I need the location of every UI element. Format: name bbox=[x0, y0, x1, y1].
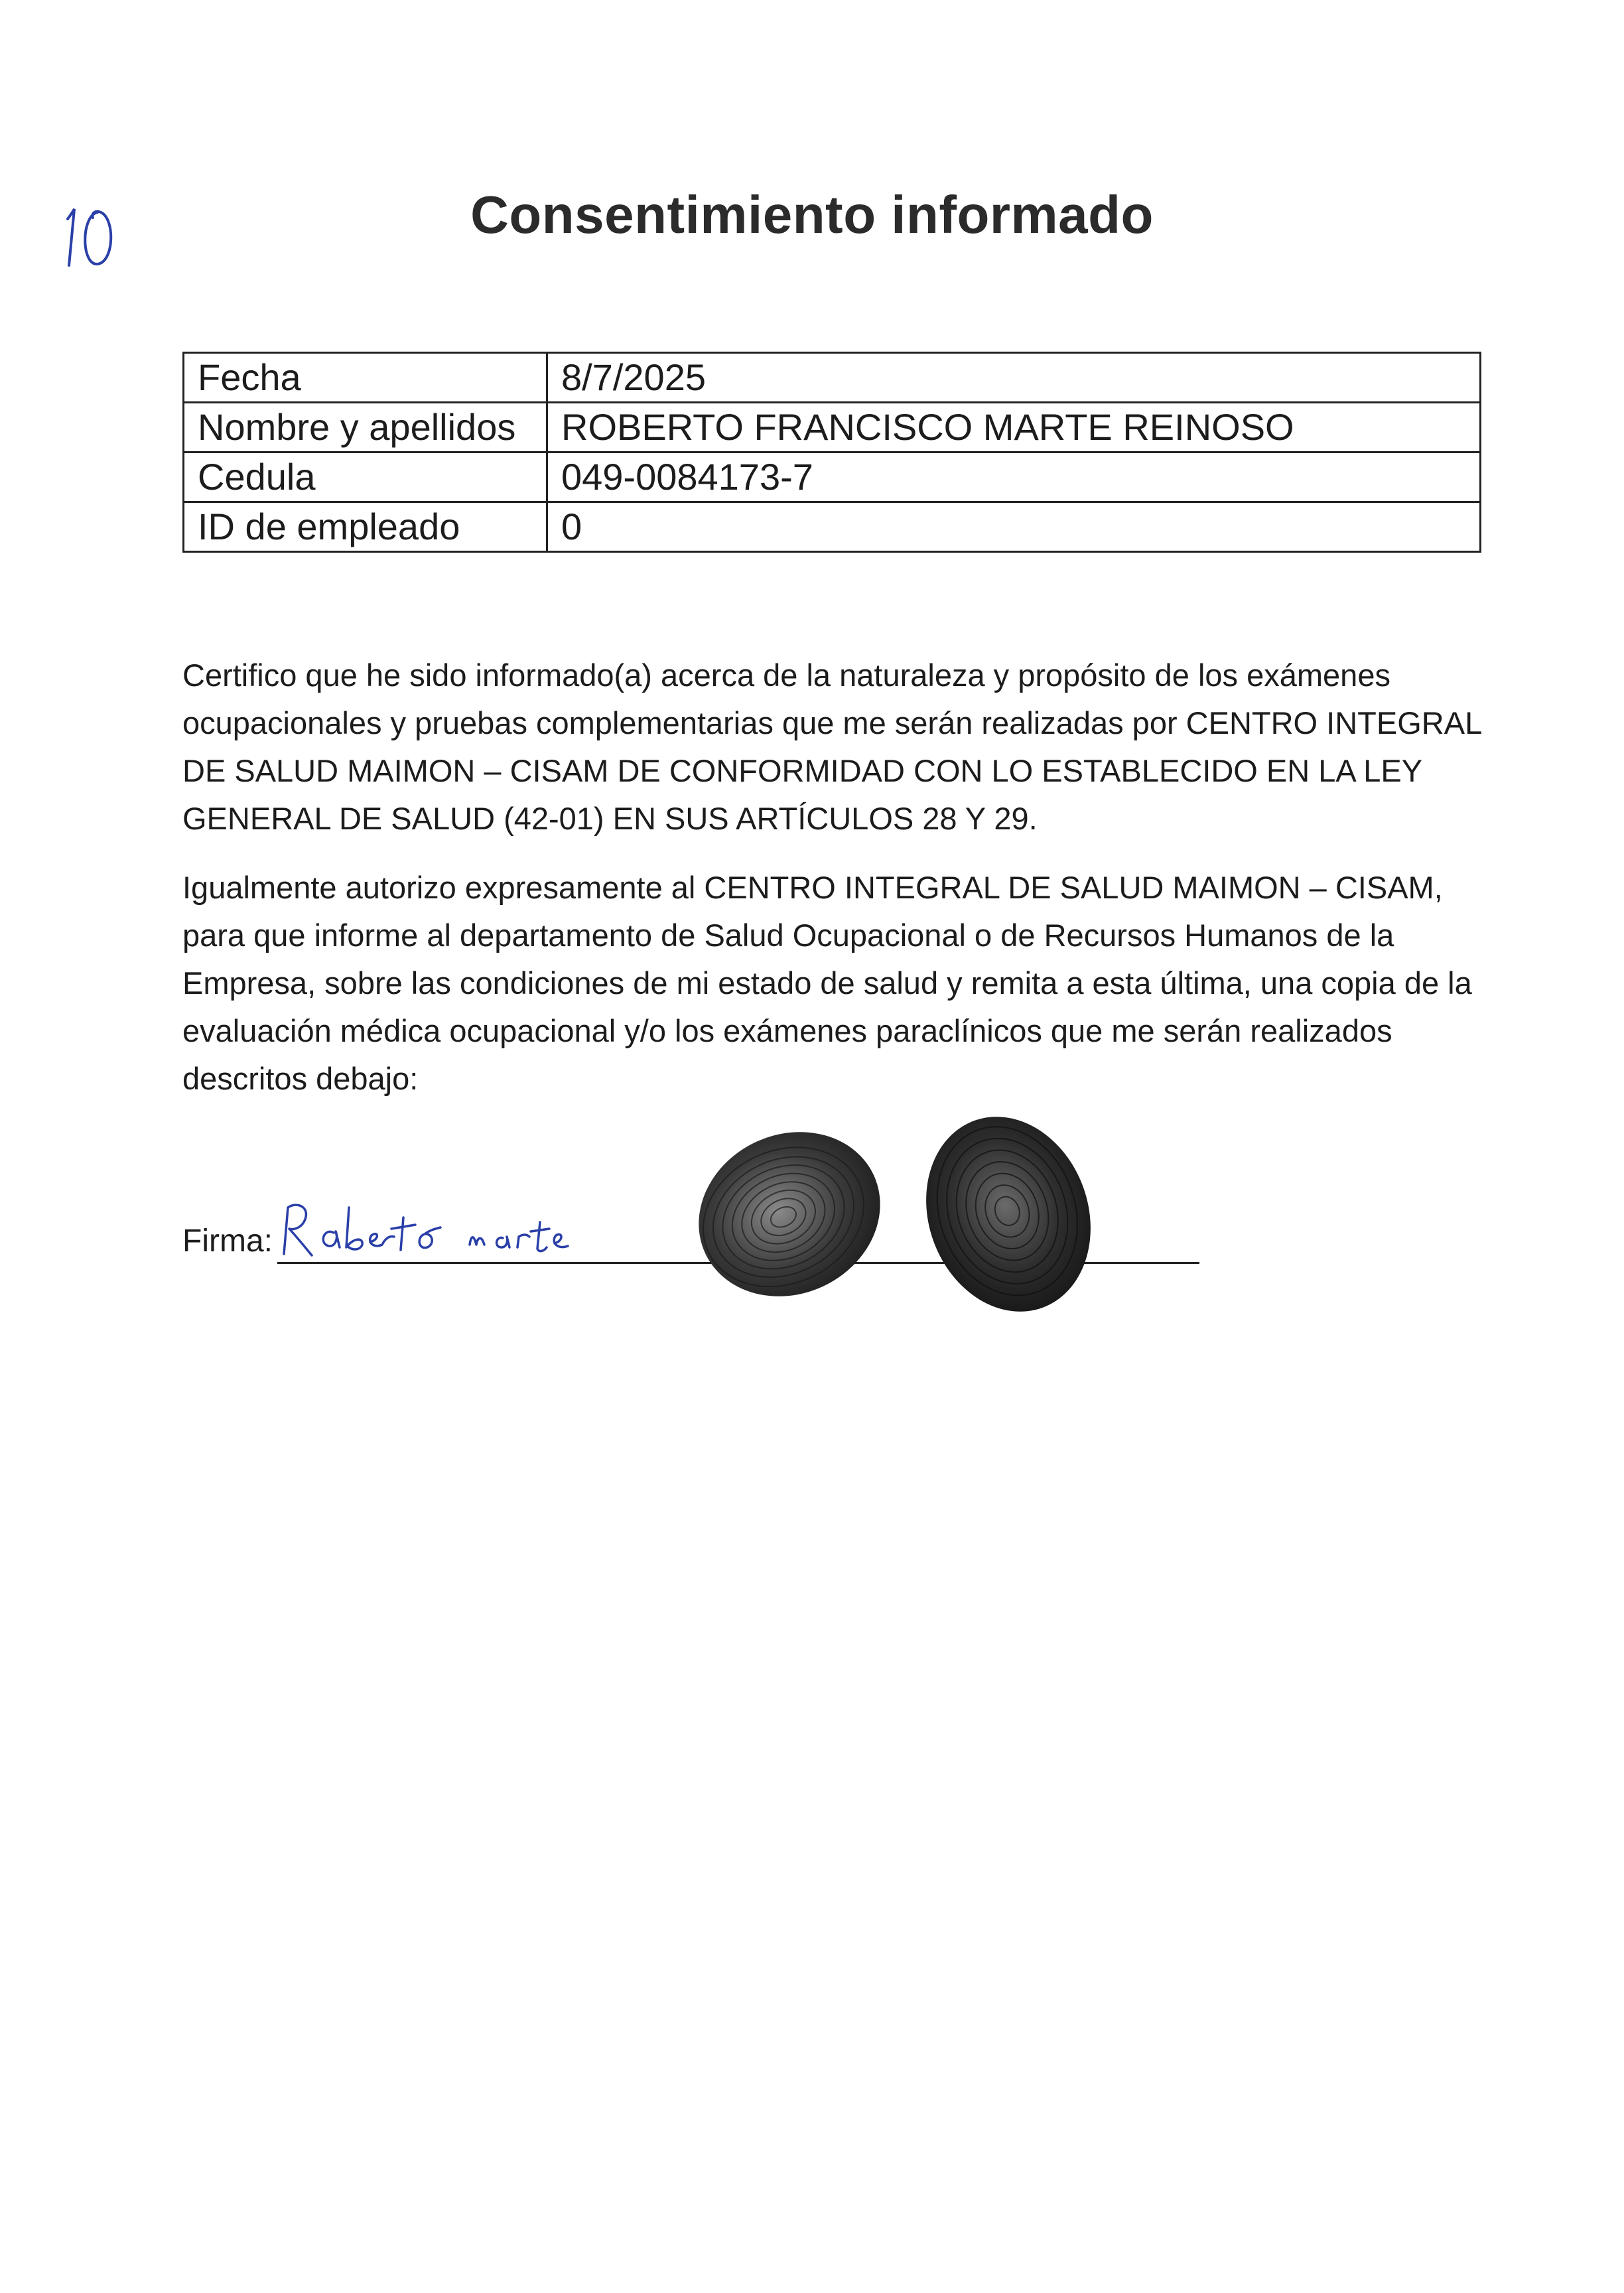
fingerprint-left bbox=[683, 1115, 896, 1314]
nombre-label: Nombre y apellidos bbox=[184, 403, 547, 452]
table-row-nombre bbox=[184, 403, 1481, 452]
employee-info-table bbox=[182, 352, 1481, 553]
nombre-value: ROBERTO FRANCISCO MARTE REINOSO bbox=[547, 403, 1481, 452]
table-row-cedula bbox=[184, 452, 1481, 502]
table-row-id-empleado bbox=[184, 502, 1481, 552]
signature-label: Firma: bbox=[182, 1223, 273, 1259]
id-empleado-label: ID de empleado bbox=[184, 502, 547, 552]
table-row-fecha bbox=[184, 353, 1481, 403]
document-title: Consentimiento informado bbox=[470, 185, 1154, 244]
fecha-label: Fecha bbox=[184, 353, 547, 403]
cedula-label: Cedula bbox=[184, 452, 547, 502]
id-empleado-value: 0 bbox=[547, 502, 1481, 552]
certification-paragraph: Certifico que he sido informado(a) acerca de la naturaleza y propósito de los exámenes ocupacionales y pruebas complementarias que me serán realizadas por CENTRO INTEGRAL DE SALUD MAIMON – CISAM DE CONFORMIDAD CON LO ESTABLECIDO EN LA LEY GENERAL DE SALUD (42-01) EN SUS ARTÍCULOS 28 Y 29. bbox=[182, 658, 1481, 836]
fecha-value: 8/7/2025 bbox=[547, 353, 1481, 403]
cedula-value: 049-0084173-7 bbox=[547, 452, 1481, 502]
authorization-paragraph: Igualmente autorizo expresamente al CENTRO INTEGRAL DE SALUD MAIMON – CISAM, para que informe al departamento de Salud Ocupacional o de Recursos Humanos de la Empresa, sobre las condiciones de mi estado de salud y remita a esta última, una copia de la evaluación médica ocupacional y/o los exámenes paraclínicos que me serán realizados descritos debajo: bbox=[182, 870, 1472, 1096]
handwritten-signature bbox=[271, 1181, 655, 1274]
fingerprint-right bbox=[909, 1105, 1108, 1324]
